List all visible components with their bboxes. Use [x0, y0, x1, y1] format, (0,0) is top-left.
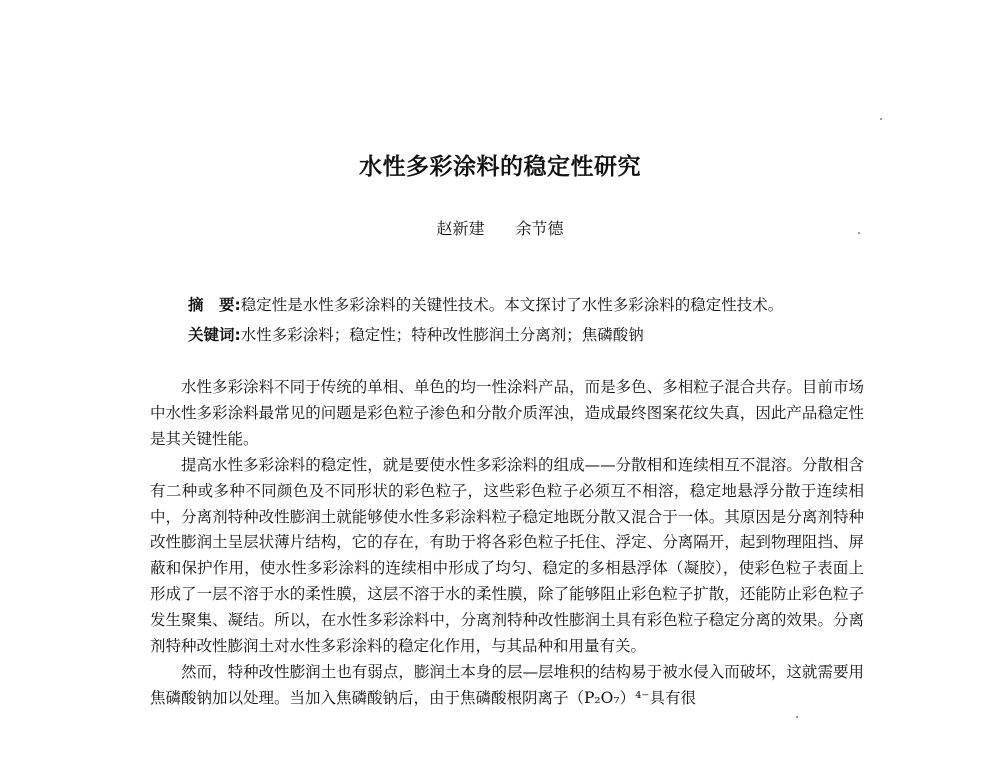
- body-paragraph: 水性多彩涂料不同于传统的单相、单色的均一性涂料产品，而是多色、多相粒子混合共存。目前市场中水性多彩涂料最常见的问题是彩色粒子渗色和分散介质浑浊，造成最终图案花纹失真，因此产品稳定性是其关键性能。: [150, 378, 864, 448]
- body-text: [150, 375, 864, 712]
- paper-title: 水性多彩涂料的稳定性研究: [359, 154, 641, 180]
- scan-speck: [796, 716, 798, 718]
- author-name: 余节德: [515, 219, 564, 238]
- author-name: 赵新建: [436, 219, 485, 238]
- scan-speck: [858, 232, 860, 234]
- abstract-line: [188, 290, 888, 320]
- scan-speck: [880, 118, 882, 120]
- keywords-line: [188, 320, 888, 350]
- abstract-text: 稳定性是水性多彩涂料的关键性技术。本文探讨了水性多彩涂料的稳定性技术。: [240, 296, 784, 314]
- author-line: [0, 216, 1000, 239]
- abstract-block: [188, 290, 888, 350]
- keywords-text: 水性多彩涂料；稳定性；特种改性膨润土分离剂；焦磷酸钠: [240, 326, 644, 344]
- abstract-label: 摘 要:: [188, 296, 241, 314]
- body-paragraph: 提高水性多彩涂料的稳定性，就是要使水性多彩涂料的组成——分散相和连续相互不混溶。分散相含有二种或多种不同颜色及不同形状的彩色粒子，这些彩色粒子必须互不相溶，稳定地悬浮分散于连续相中，分离剂特种改性膨润土就能够使水性多彩涂料粒子稳定地既分散又混合于一体。其原因是分离剂特种改性膨润土呈层状薄片结构，它的存在，有助于将各彩色粒子托住、浮定、分离隔开，起到物理阻挡、屏蔽和保护作用，使水性多彩涂料的连续相中形成了均匀、稳定的多相悬浮体（凝胶），使彩色粒子表面上形成了一层不溶于水的柔性膜，这层不溶于水的柔性膜，除了能够阻止彩色粒子扩散，还能防止彩色粒子发生聚集、凝结。所以，在水性多彩涂料中，分离剂特种改性膨润土具有彩色粒子稳定分离的效果。分离剂特种改性膨润土对水性多彩涂料的稳定化作用，与其品种和用量有关。: [150, 455, 864, 656]
- keywords-label: 关键词:: [188, 326, 241, 344]
- body-paragraph: 然而，特种改性膨润土也有弱点，膨润土本身的层—层堆积的结构易于被水侵入而破坏，这就需要用焦磷酸钠加以处理。当加入焦磷酸钠后，由于焦磷酸根阴离子（P₂O₇）⁴⁻具有很: [150, 662, 864, 707]
